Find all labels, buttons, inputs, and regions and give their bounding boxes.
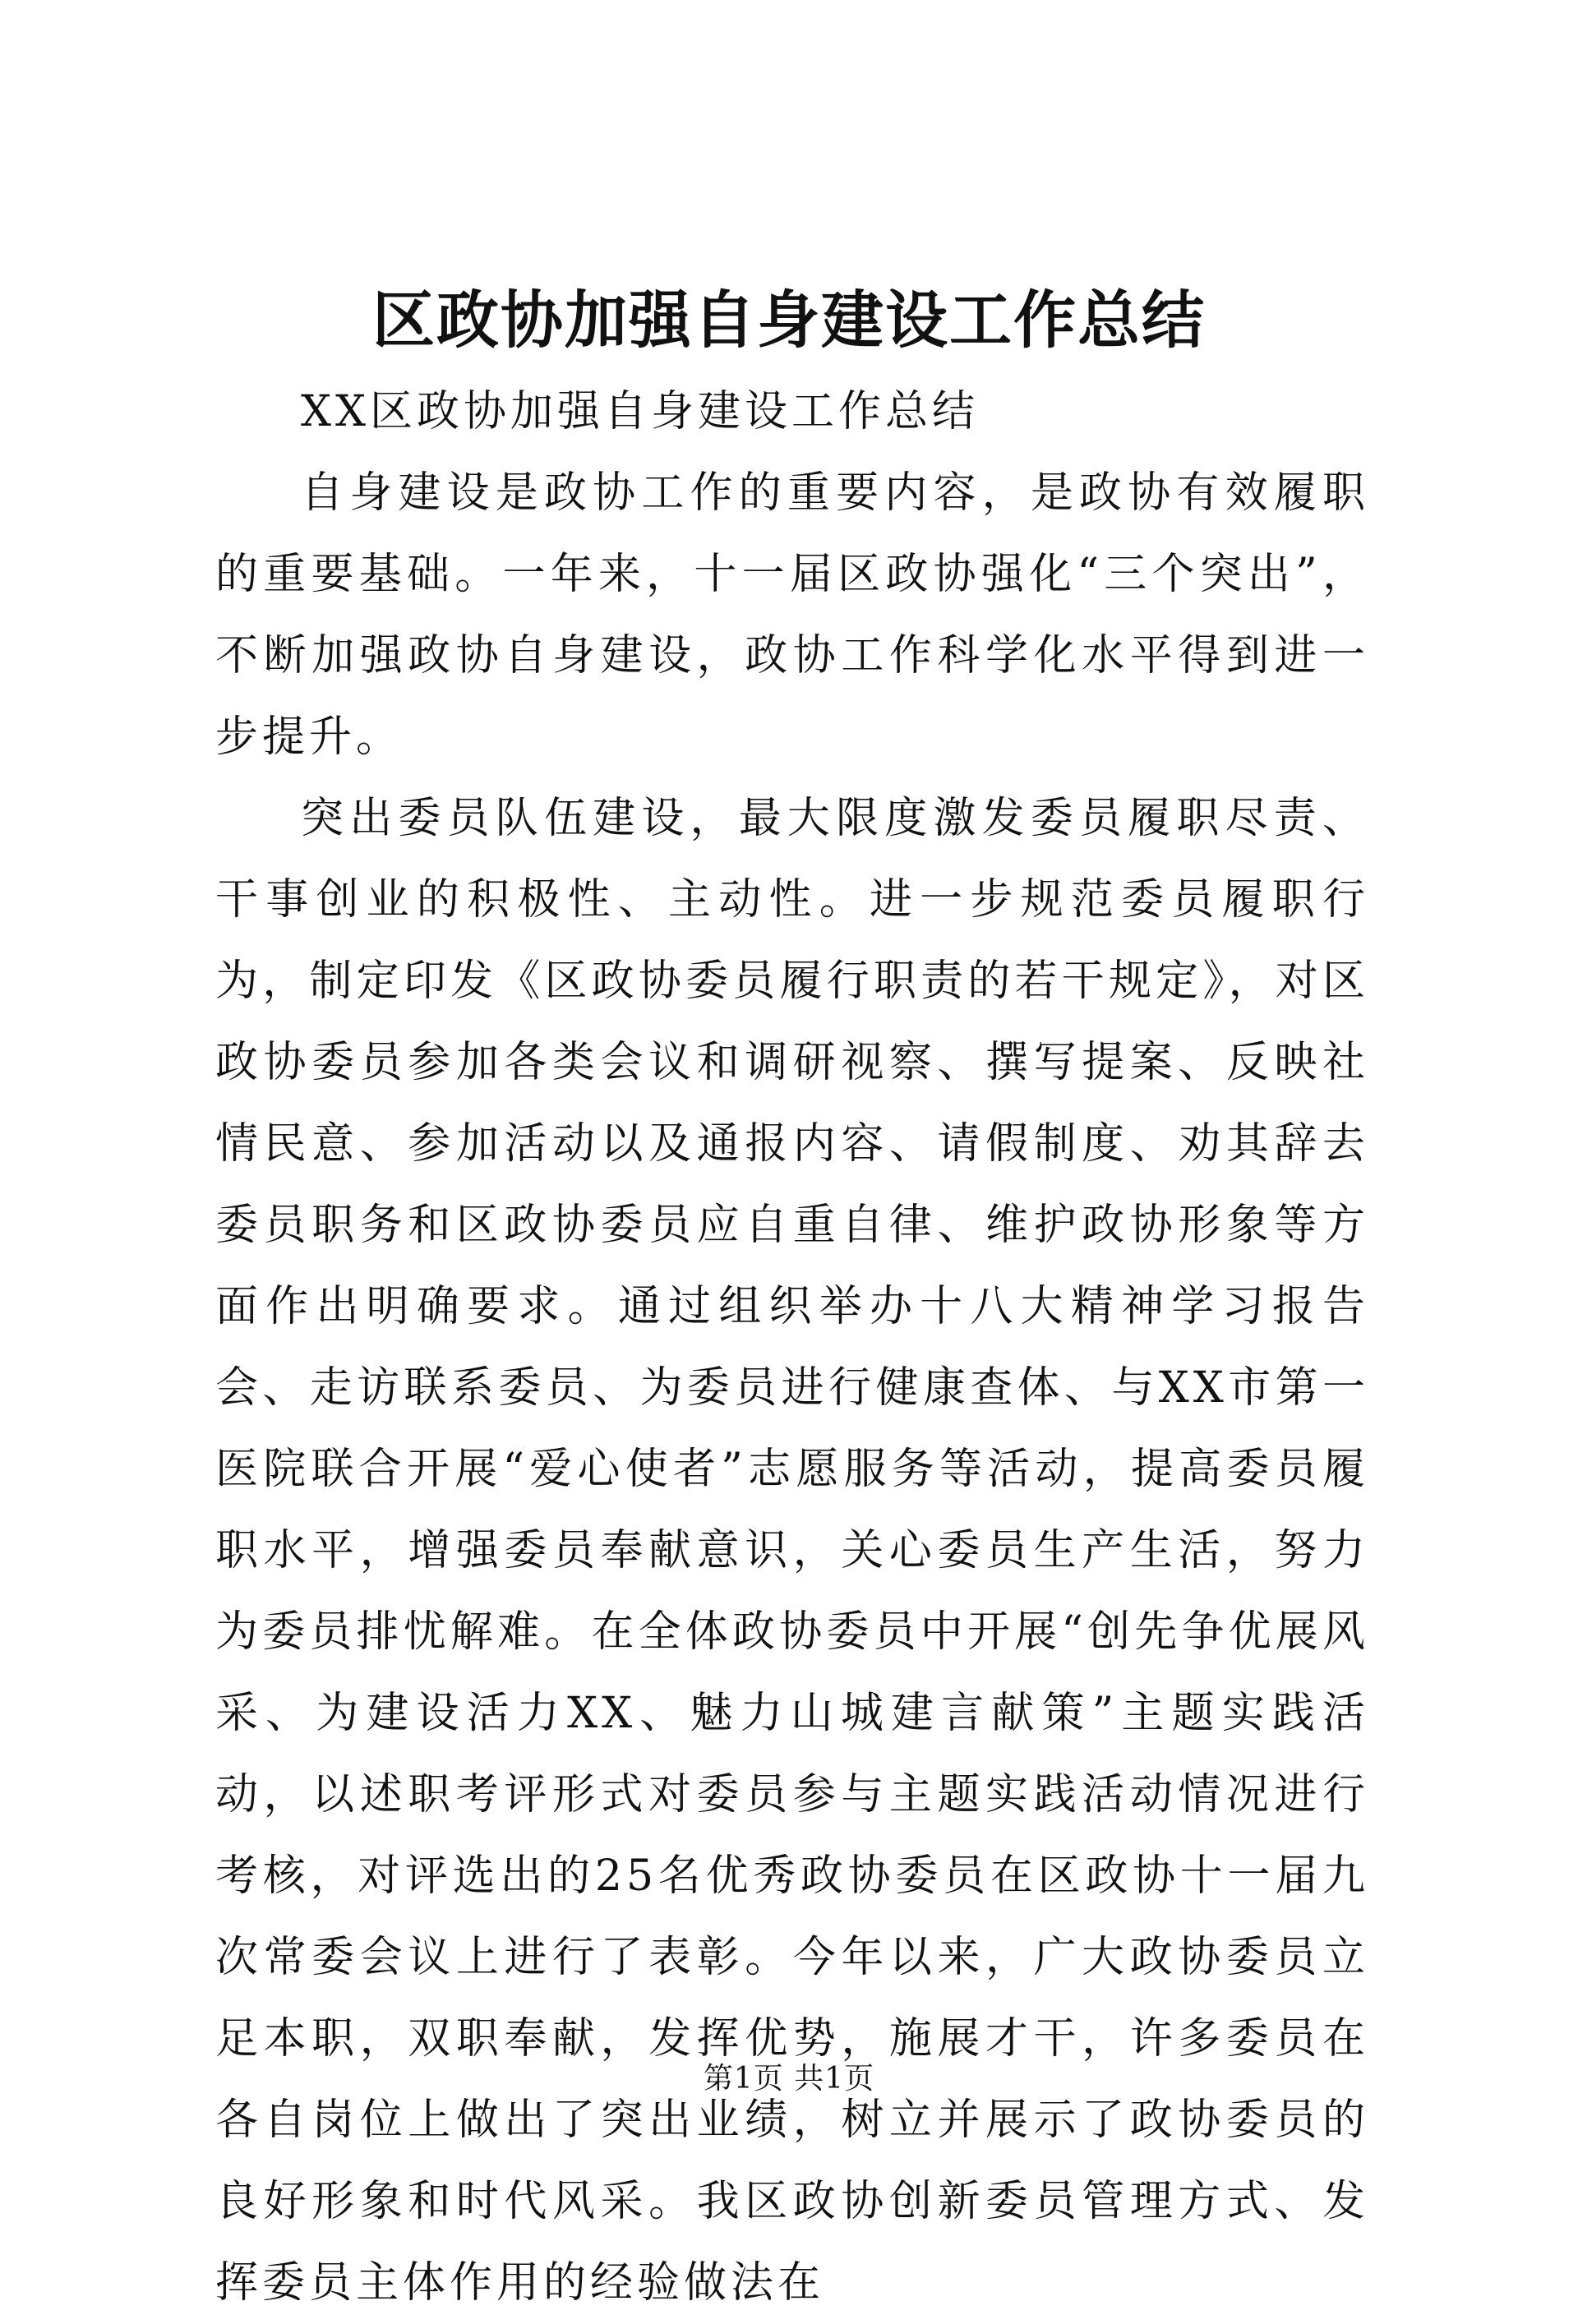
paragraph-member-team: 突出委员队伍建设，最大限度激发委员履职尽责、干事创业的积极性、主动性。进一步规范委员履职行为，制定印发《区政协委员履行职责的若干规定》，对区政协委员参加各类会议和调研视察、撰写提案、反映社情民意、参加活动以及通报内容、请假制度、劝其辞去委员职务和区政协委员应自重自律、维护政协形象等方面作出明确要求。通过组织举办十八大精神学习报告会、走访联系委员、为委员进行健康查体、与XX市第一医院联合开展“爱心使者”志愿服务等活动，提高委员履职水平，增强委员奉献意识，关心委员生产生活，努力为委员排忧解难。在全体政协委员中开展“创先争优展风采、为建设活力XX、魅力山城建言献策”主题实践活动，以述职考评形式对委员参与主题实践活动情况进行考核，对评选出的25名优秀政协委员在区政协十一届九次常委会议上进行了表彰。今年以来，广大政协委员立足本职，双职奉献，发挥优势，施展才干，许多委员在各自岗位上做出了突出业绩，树立并展示了政协委员的良好形象和时代风采。我区政协创新委员管理方式、发挥委员主体作用的经验做法在 xyxy=(215,794,1369,2308)
document-subtitle: XX区政协加强自身建设工作总结 xyxy=(301,387,980,436)
document-body xyxy=(215,371,1369,2324)
paragraph-intro: 自身建设是政协工作的重要内容，是政协有效履职的重要基础。一年来，十一届区政协强化“三个突出”，不断加强政协自身建设，政协工作科学化水平得到进一步提升。 xyxy=(215,468,1369,762)
page-footer: 第1页 共1页 xyxy=(703,2062,875,2096)
document-title: 区政协加强自身建设工作总结 xyxy=(372,284,1206,357)
